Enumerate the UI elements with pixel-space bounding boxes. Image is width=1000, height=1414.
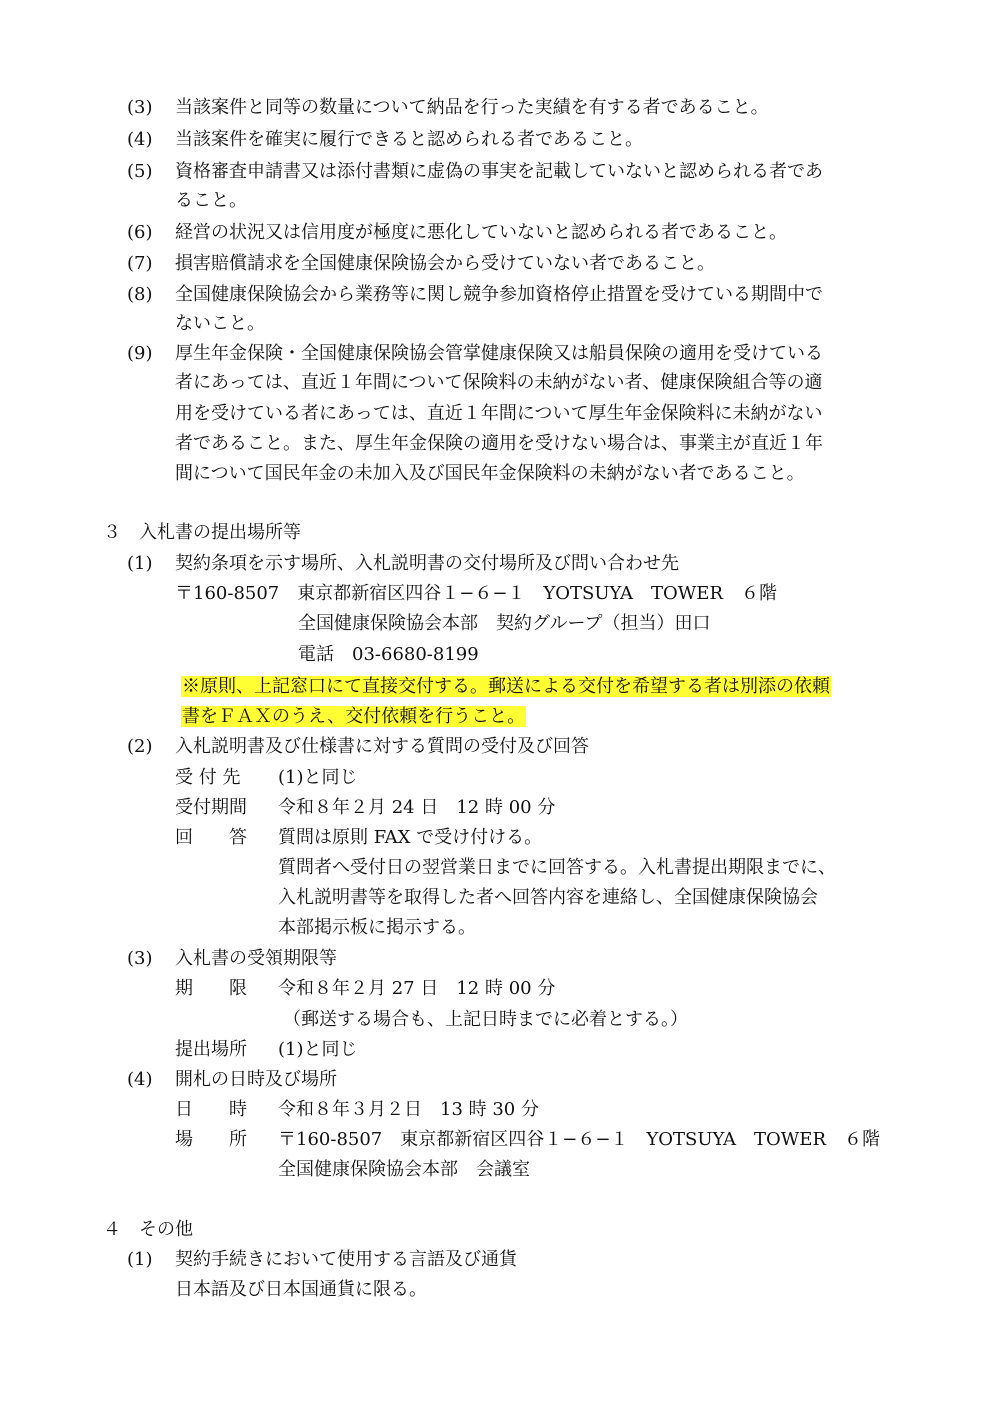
list-item-text: 用を受けている者にあっては、直近１年間について厚生年金保険料に未納がない	[175, 403, 823, 424]
list-number: (4)	[127, 129, 153, 150]
contact-phone: 電話 03-6680-8199	[298, 644, 479, 665]
list-item-text: 者にあっては、直近１年間について保険料の未納がない者、健康保険組合等の適	[175, 372, 823, 393]
list-item-text: 厚生年金保険・全国健康保険協会管掌健康保険又は船員保険の適用を受けている	[175, 343, 823, 364]
field-label: 日 時	[175, 1099, 247, 1120]
highlighted-note-line-1: ※原則、上記窓口にて直接交付する。郵送による交付を希望する者は別添の依頼	[182, 676, 830, 697]
highlighted-note	[181, 673, 831, 701]
subsection-title: 入札書の受領期限等	[175, 948, 337, 969]
subsection-title: 開札の日時及び場所	[175, 1069, 337, 1090]
list-number: (6)	[127, 222, 153, 243]
section-heading: ３ 入札書の提出場所等	[103, 522, 301, 543]
field-note: （郵送する場合も、上記日時までに必着とする。）	[283, 1009, 688, 1030]
list-item-text: 当該案件と同等の数量について納品を行った実績を有する者であること。	[175, 97, 769, 118]
list-item-text: 全国健康保険協会から業務等に関し競争参加資格停止措置を受けている期間中で	[175, 284, 823, 305]
list-item-text: 者であること。また、厚生年金保険の適用を受けない場合は、事業主が直近１年	[175, 433, 823, 454]
field-value: 全国健康保険協会本部 会議室	[278, 1159, 530, 1180]
field-value: (1)と同じ	[278, 1039, 358, 1060]
list-number: (8)	[127, 284, 153, 305]
list-item-text: 損害賠償請求を全国健康保険協会から受けていない者であること。	[175, 253, 715, 274]
highlighted-note	[181, 703, 526, 731]
field-label: 受 付 先	[175, 767, 241, 788]
list-item-text: 経営の状況又は信用度が極度に悪化していないと認められる者であること。	[175, 222, 787, 243]
list-number: (2)	[127, 736, 153, 757]
field-label: 場 所	[175, 1129, 247, 1150]
field-value: 入札説明書等を取得した者へ回答内容を連絡し、全国健康保険協会	[278, 887, 818, 908]
subsection-title: 入札説明書及び仕様書に対する質問の受付及び回答	[175, 736, 589, 757]
list-number: (1)	[127, 1249, 153, 1270]
list-number: (4)	[127, 1069, 153, 1090]
field-label: 受付期間	[175, 797, 247, 818]
field-value: 令和８年３月２日 13 時 30 分	[278, 1099, 539, 1120]
list-number: (1)	[127, 553, 153, 574]
list-item-text: 間について国民年金の未加入及び国民年金保険料の未納がない者であること。	[175, 463, 805, 484]
field-label: 期 限	[175, 978, 247, 999]
subsection-title: 契約手続きにおいて使用する言語及び通貨	[175, 1249, 517, 1270]
list-item-text: 資格審査申請書又は添付書類に虚偽の事実を記載していないと認められる者であ	[175, 161, 823, 182]
field-value: 〒160-8507 東京都新宿区四谷１−６−１ YOTSUYA TOWER ６階	[278, 1129, 880, 1150]
highlighted-note-line-2: 書をＦＡＸのうえ、交付依頼を行うこと。	[182, 706, 526, 727]
contact-address: 〒160-8507 東京都新宿区四谷１−６−１ YOTSUYA TOWER ６階	[175, 583, 777, 604]
list-item-text: ること。	[175, 190, 247, 211]
subsection-title: 契約条項を示す場所、入札説明書の交付場所及び問い合わせ先	[175, 553, 679, 574]
list-number: (5)	[127, 161, 153, 182]
list-number: (3)	[127, 97, 153, 118]
field-value: 令和８年２月 24 日 12 時 00 分	[278, 797, 556, 818]
field-value: 日本語及び日本国通貨に限る。	[175, 1279, 427, 1300]
list-number: (3)	[127, 948, 153, 969]
section-heading: ４ その他	[103, 1219, 193, 1240]
list-number: (7)	[127, 253, 153, 274]
field-value: (1)と同じ	[278, 767, 358, 788]
contact-office: 全国健康保険協会本部 契約グループ（担当）田口	[298, 613, 711, 634]
list-item-text: ないこと。	[175, 313, 265, 334]
field-label: 提出場所	[175, 1039, 247, 1060]
field-value: 質問は原則 FAX で受け付ける。	[278, 827, 543, 848]
field-value: 令和８年２月 27 日 12 時 00 分	[278, 978, 556, 999]
list-number: (9)	[127, 343, 153, 364]
field-value: 本部掲示板に掲示する。	[278, 917, 476, 938]
field-label: 回 答	[175, 827, 247, 848]
field-value: 質問者へ受付日の翌営業日までに回答する。入札書提出期限までに、	[278, 857, 836, 878]
list-item-text: 当該案件を確実に履行できると認められる者であること。	[175, 129, 643, 150]
